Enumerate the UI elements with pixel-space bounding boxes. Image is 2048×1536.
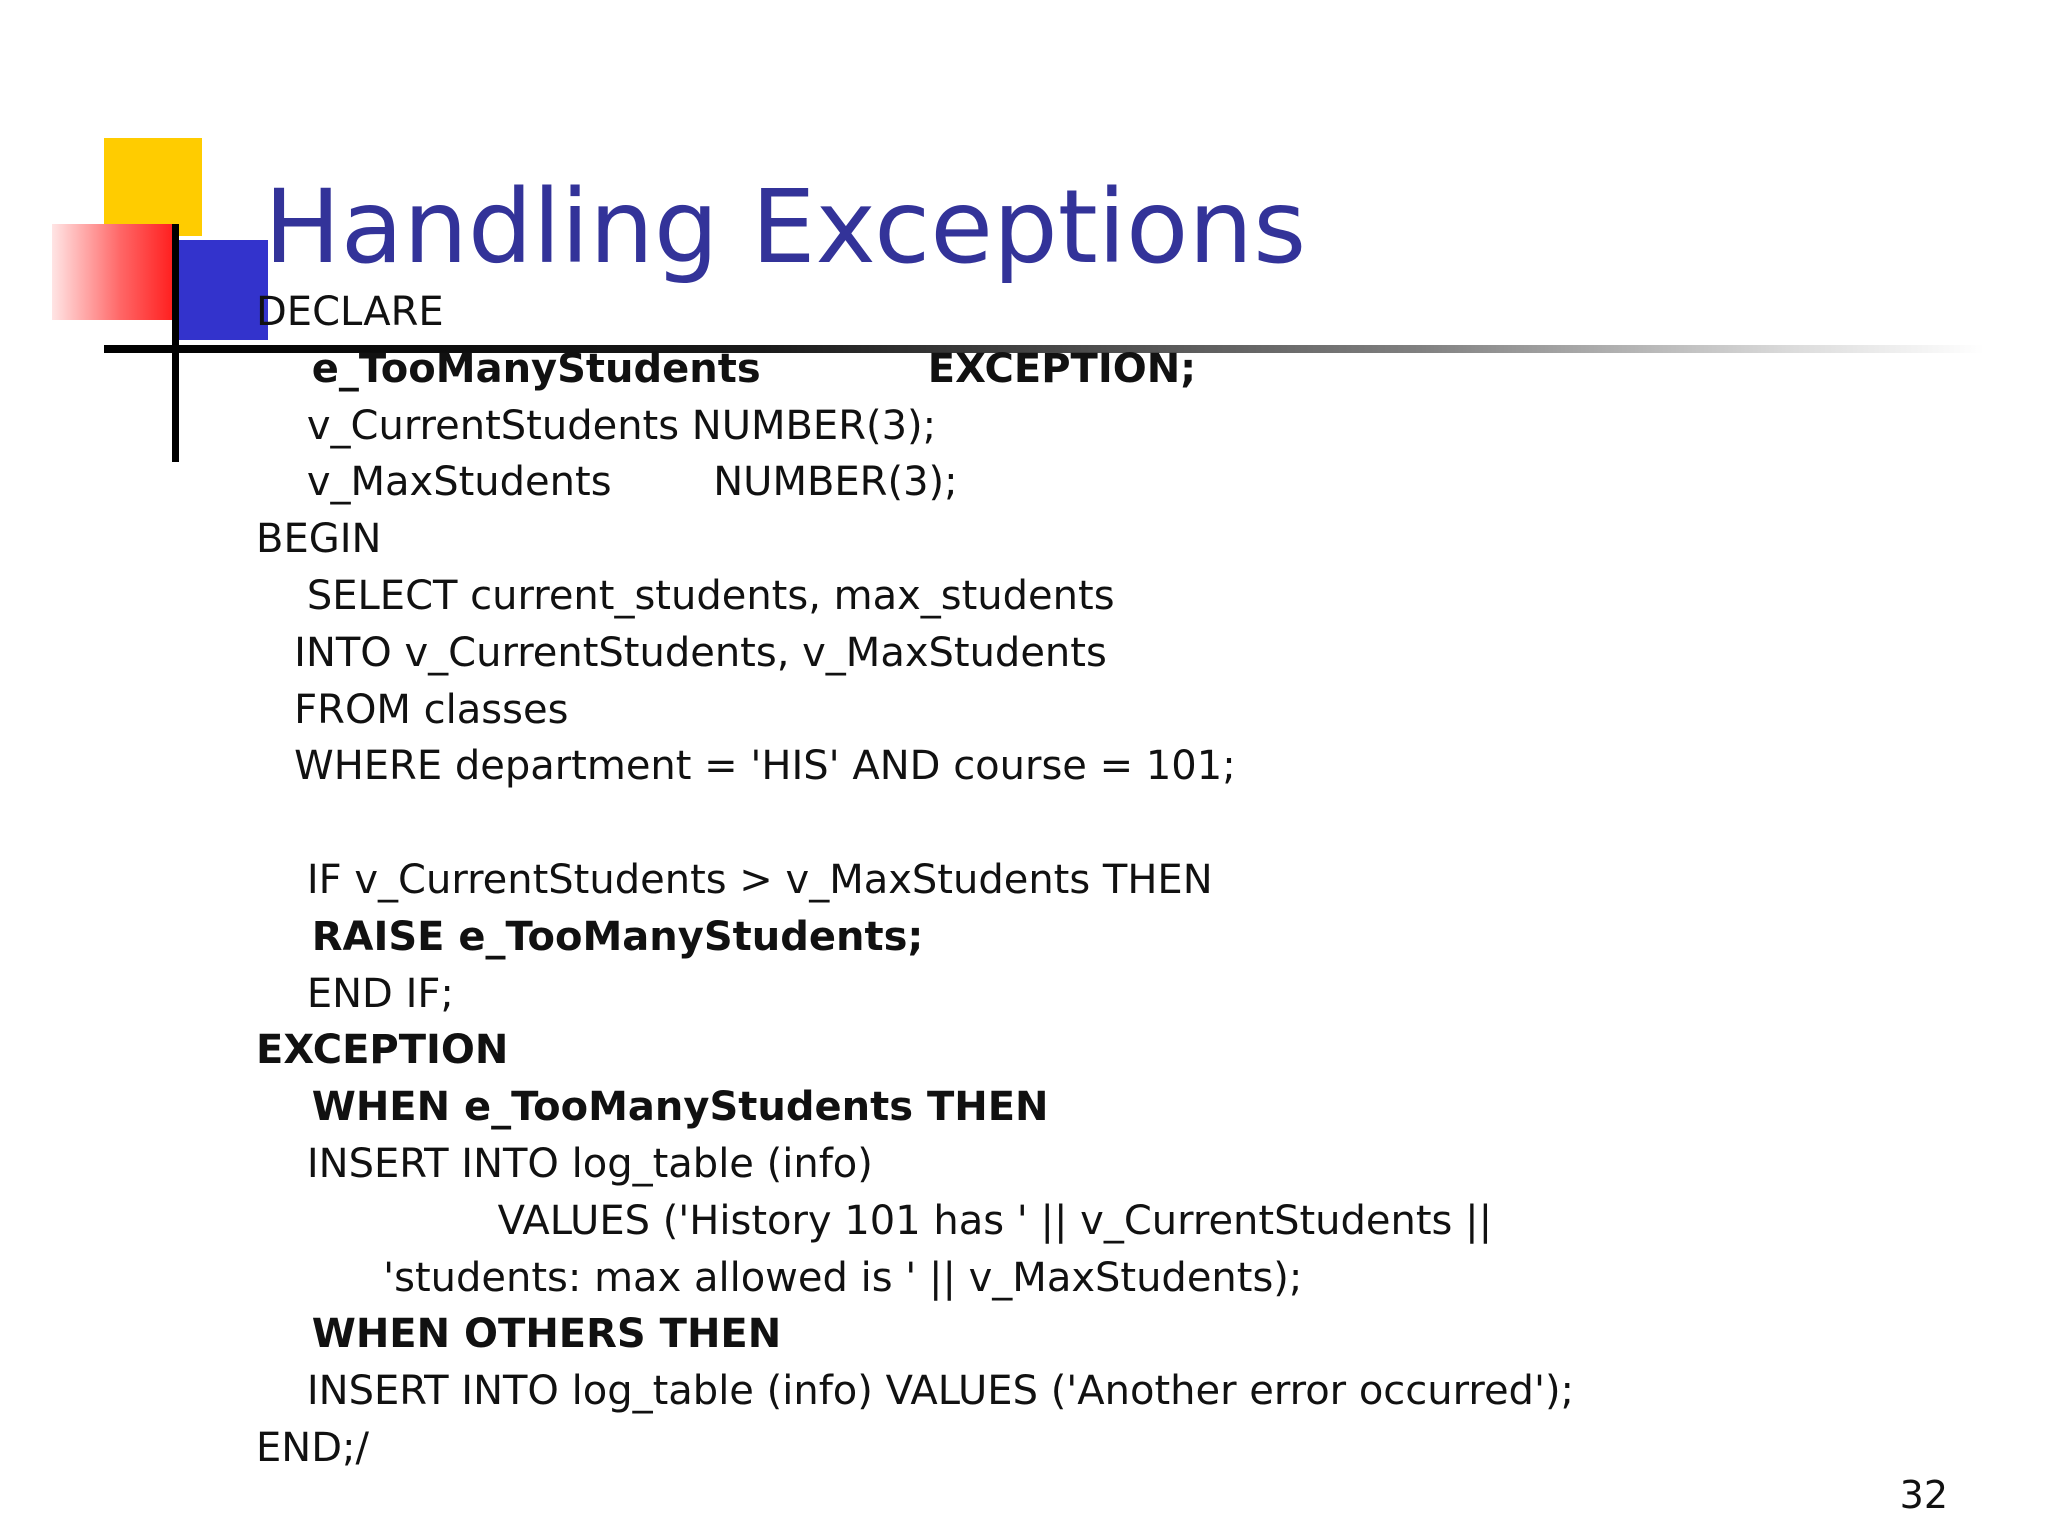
code-block — [256, 284, 1574, 1477]
code-line: IF v_CurrentStudents > v_MaxStudents THEN — [256, 856, 1213, 903]
slide-title: Handling Exceptions — [264, 168, 1307, 287]
decorative-red-gradient-block — [52, 224, 177, 320]
code-line: WHEN e_TooManyStudents THEN — [256, 1084, 1049, 1131]
code-line: SELECT current_students, max_students — [256, 572, 1115, 619]
code-line: v_CurrentStudents NUMBER(3); — [256, 402, 937, 449]
code-line: e_TooManyStudents EXCEPTION; — [256, 345, 1197, 392]
decorative-vertical-rule — [172, 224, 179, 462]
code-line: END IF; — [256, 970, 454, 1017]
code-line: INSERT INTO log_table (info) VALUES ('Another error occurred'); — [256, 1368, 1575, 1415]
code-line: WHEN OTHERS THEN — [256, 1311, 782, 1358]
code-line: FROM classes — [256, 686, 569, 733]
code-line: v_MaxStudents NUMBER(3); — [256, 459, 958, 506]
code-line: 'students: max allowed is ' || v_MaxStudents); — [256, 1254, 1303, 1301]
code-line: WHERE department = 'HIS' AND course = 101; — [256, 743, 1236, 790]
code-line: BEGIN — [256, 516, 382, 563]
code-line: EXCEPTION — [256, 1027, 509, 1074]
code-line: DECLARE — [256, 289, 444, 335]
code-line: END;/ — [256, 1424, 369, 1471]
code-line: VALUES ('History 101 has ' || v_CurrentStudents || — [256, 1197, 1493, 1244]
code-line: INTO v_CurrentStudents, v_MaxStudents — [256, 629, 1107, 676]
code-line — [256, 795, 1574, 852]
page-number: 32 — [1899, 1473, 1948, 1517]
decorative-blue-square — [178, 240, 268, 340]
code-line: RAISE e_TooManyStudents; — [256, 913, 924, 960]
decorative-yellow-square — [104, 138, 202, 236]
code-line: INSERT INTO log_table (info) — [256, 1140, 873, 1187]
